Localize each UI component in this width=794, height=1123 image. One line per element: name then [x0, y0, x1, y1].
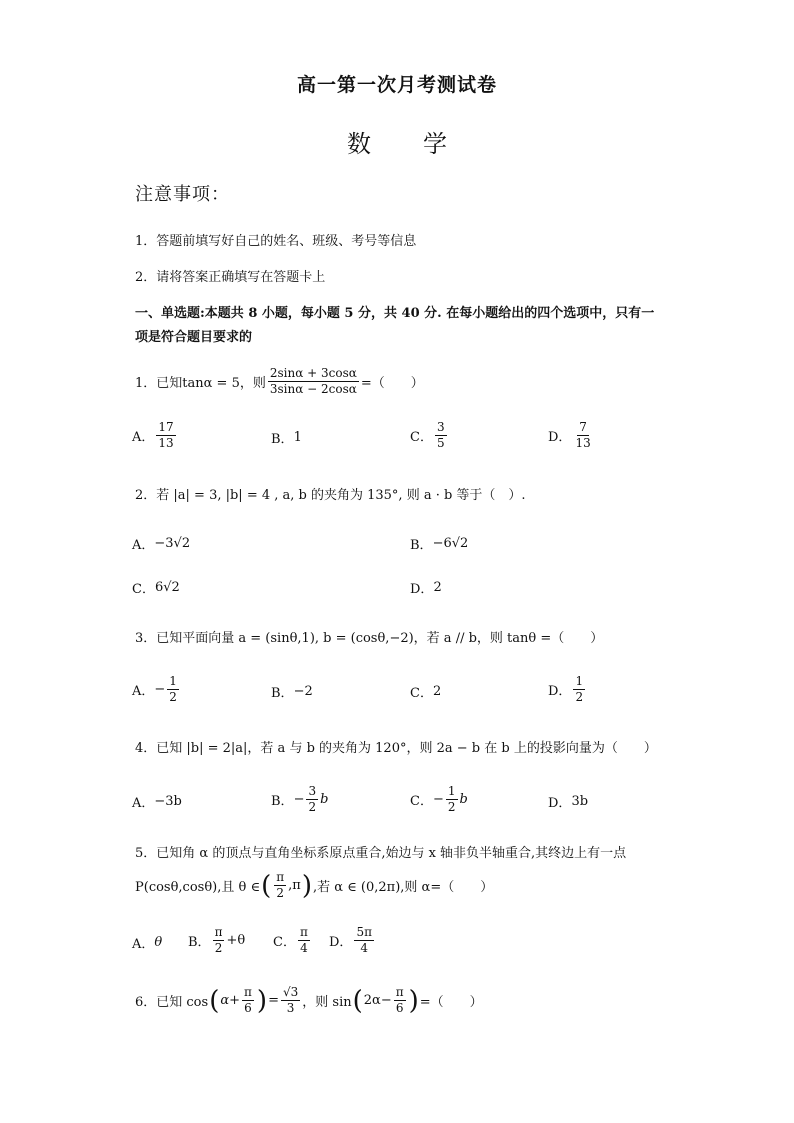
notice-item-1: 1．答题前填写好自己的姓名、班级、考号等信息: [135, 234, 417, 249]
option-label: C．: [410, 430, 433, 445]
frac-num: 17: [158, 420, 174, 434]
frac-num: π: [395, 985, 404, 999]
option-fraction: [354, 925, 374, 956]
option-label: B．: [271, 432, 294, 447]
option-text: 2: [432, 684, 442, 699]
q4-option-c[interactable]: [410, 784, 468, 815]
q1-frac-den: 3sinα − 2cosα: [269, 382, 357, 396]
q6-prefix: 6．已知 cos: [135, 995, 209, 1010]
notice-item-2: 2．请将答案正确填写在答题卡上: [135, 270, 326, 285]
right-paren: ): [408, 985, 419, 1016]
frac-den: 6: [244, 1001, 252, 1015]
option-text: −3b: [154, 794, 182, 809]
option-sign: −: [154, 682, 166, 697]
option-label: D．: [548, 796, 572, 811]
q4-option-d[interactable]: [548, 792, 588, 811]
q4-option-b[interactable]: [271, 784, 328, 815]
frac-num: 5π: [356, 925, 372, 939]
q1-condition: tanα = 5，则: [182, 376, 266, 391]
option-text: 2: [433, 580, 442, 595]
option-label: C．: [132, 582, 155, 597]
option-label: B．: [188, 935, 211, 950]
frac-num: 1: [575, 674, 584, 688]
section-heading: 一、单选题:本题共 8 小题，每小题 5 分，共 40 分. 在每小题给出的四个选项中，只有一项是符合题目要求的: [135, 306, 655, 345]
option-label: C．: [410, 794, 433, 809]
frac-den: 2: [214, 941, 223, 955]
q5-option-d[interactable]: [329, 925, 376, 956]
q5-prefix: P(cosθ,cosθ),且 θ ∈: [135, 880, 261, 895]
question-1: [135, 366, 424, 397]
notice-heading: 注意事项：: [135, 184, 230, 205]
q2-option-b[interactable]: [410, 534, 468, 553]
option-fraction: [306, 784, 318, 815]
option-label: D．: [410, 582, 434, 597]
frac-den: 5: [436, 436, 445, 450]
frac-den: 13: [158, 436, 174, 450]
frac-den: 2: [169, 690, 177, 704]
q1-option-a[interactable]: [132, 420, 178, 451]
q1-option-d[interactable]: [548, 420, 595, 451]
q6-plus: +: [229, 993, 241, 1008]
q6-pi-sixth: [242, 985, 254, 1016]
option-label: B．: [271, 686, 294, 701]
option-label: C．: [273, 935, 296, 950]
right-paren: ): [256, 985, 268, 1016]
option-sign: −: [432, 792, 444, 807]
q2-option-c[interactable]: [132, 578, 180, 597]
left-paren: (: [261, 870, 272, 901]
option-text: 1: [293, 430, 302, 445]
q6-two-alpha: 2α−: [363, 993, 392, 1008]
q5-pi-half: [274, 870, 286, 901]
option-sign: −: [293, 792, 305, 807]
q1-option-b[interactable]: [271, 428, 302, 447]
q2-option-d[interactable]: [410, 578, 442, 597]
option-fraction: [213, 925, 225, 956]
q1-fraction: [268, 366, 359, 397]
frac-num: π: [214, 925, 223, 939]
option-fraction: [573, 674, 585, 705]
subject-char-1: 数: [347, 130, 371, 158]
q6-equals: =: [268, 993, 279, 1008]
frac-num: π: [276, 870, 285, 884]
q1-frac-num: 2sinα + 3cosα: [269, 366, 357, 380]
frac-num: 3: [308, 784, 317, 798]
option-text: 6√2: [154, 580, 180, 595]
left-paren: (: [352, 985, 363, 1016]
q1-number: 1．已知: [135, 376, 183, 391]
option-fraction: [446, 784, 458, 815]
q1-tail: =（ ）: [360, 376, 424, 391]
frac-den: 4: [300, 941, 308, 955]
option-tail: b: [459, 792, 468, 807]
frac-den: 13: [575, 436, 591, 450]
option-tail: +θ: [226, 933, 246, 948]
option-label: C．: [410, 686, 433, 701]
option-fraction: [573, 420, 592, 451]
question-5-line-1: 5．已知角 α 的顶点与直角坐标系原点重合,始边与 x 轴非负半轴重合,其终边上有一点: [135, 846, 627, 861]
option-label: D．: [548, 684, 572, 699]
option-text: −2: [293, 684, 313, 699]
question-3: 3．已知平面向量 a = (sinθ,1), b = (cosθ,−2)，若 a // b，则 tanθ =（ ）: [135, 631, 604, 646]
frac-num: √3: [282, 985, 299, 999]
option-label: A．: [132, 538, 155, 553]
option-text: 3b: [571, 794, 589, 809]
question-4: 4．已知 |b| = 2|a|，若 a 与 b 的夹角为 120°，则 2a − b 在 b 上的投影向量为（ ）: [135, 741, 657, 756]
q5-option-b[interactable]: [188, 925, 245, 956]
option-label: A．: [132, 937, 155, 952]
option-fraction: [156, 420, 175, 451]
question-2: 2．若 |a| = 3, |b| = 4 , a, b 的夹角为 135°, 则 a · b 等于（ ）.: [135, 488, 526, 503]
option-label: D．: [329, 935, 353, 950]
frac-den: 2: [575, 690, 584, 704]
q5-option-c[interactable]: [273, 925, 312, 956]
exam-title: 高一第一次月考测试卷: [296, 74, 497, 96]
frac-num: 1: [447, 784, 456, 798]
frac-den: 4: [360, 941, 369, 955]
q6-middle: ，则 sin: [302, 995, 352, 1010]
frac-num: π: [244, 985, 252, 999]
option-label: B．: [271, 794, 294, 809]
q3-option-c[interactable]: [410, 682, 441, 701]
frac-den: 2: [276, 886, 285, 900]
option-label: A．: [132, 430, 155, 445]
frac-num: 7: [579, 420, 587, 434]
option-label: D．: [548, 430, 572, 445]
option-label: A．: [132, 684, 155, 699]
question-5-line-2: [135, 870, 493, 901]
option-text: θ: [154, 935, 163, 950]
frac-den: 2: [447, 800, 456, 814]
q6-tail: =（ ）: [419, 995, 483, 1010]
frac-num: 1: [169, 674, 177, 688]
q6-alpha: α: [220, 993, 230, 1008]
option-label: B．: [410, 538, 433, 553]
option-fraction: [167, 674, 179, 705]
subject-char-2: 学: [423, 130, 447, 158]
right-paren: ): [301, 870, 312, 901]
q4-option-a[interactable]: [132, 792, 182, 811]
q3-option-d[interactable]: [548, 674, 587, 705]
q3-option-a[interactable]: [132, 674, 181, 705]
option-text: −3√2: [154, 536, 191, 551]
q5-interval-end: ,π: [288, 878, 301, 893]
option-text: −6√2: [432, 536, 469, 551]
q2-option-a[interactable]: [132, 534, 190, 553]
option-tail: b: [320, 792, 329, 807]
frac-den: 3: [286, 1001, 295, 1015]
q3-option-b[interactable]: [271, 682, 313, 701]
frac-den: 6: [395, 1001, 404, 1015]
option-fraction: [435, 420, 447, 451]
left-paren: (: [209, 985, 220, 1016]
frac-den: 2: [308, 800, 317, 814]
q5-option-a[interactable]: [132, 933, 162, 952]
q6-pi-sixth-2: [394, 985, 406, 1016]
question-6: [135, 985, 483, 1016]
q6-rhs: [281, 985, 300, 1016]
option-fraction: [298, 925, 310, 956]
option-label: A．: [132, 796, 155, 811]
q1-option-c[interactable]: [410, 420, 449, 451]
q5-suffix: ,若 α ∈ (0,2π),则 α=（ ）: [312, 880, 494, 895]
frac-num: 3: [436, 420, 445, 434]
subject-heading: [0, 124, 794, 159]
frac-num: π: [299, 925, 308, 939]
